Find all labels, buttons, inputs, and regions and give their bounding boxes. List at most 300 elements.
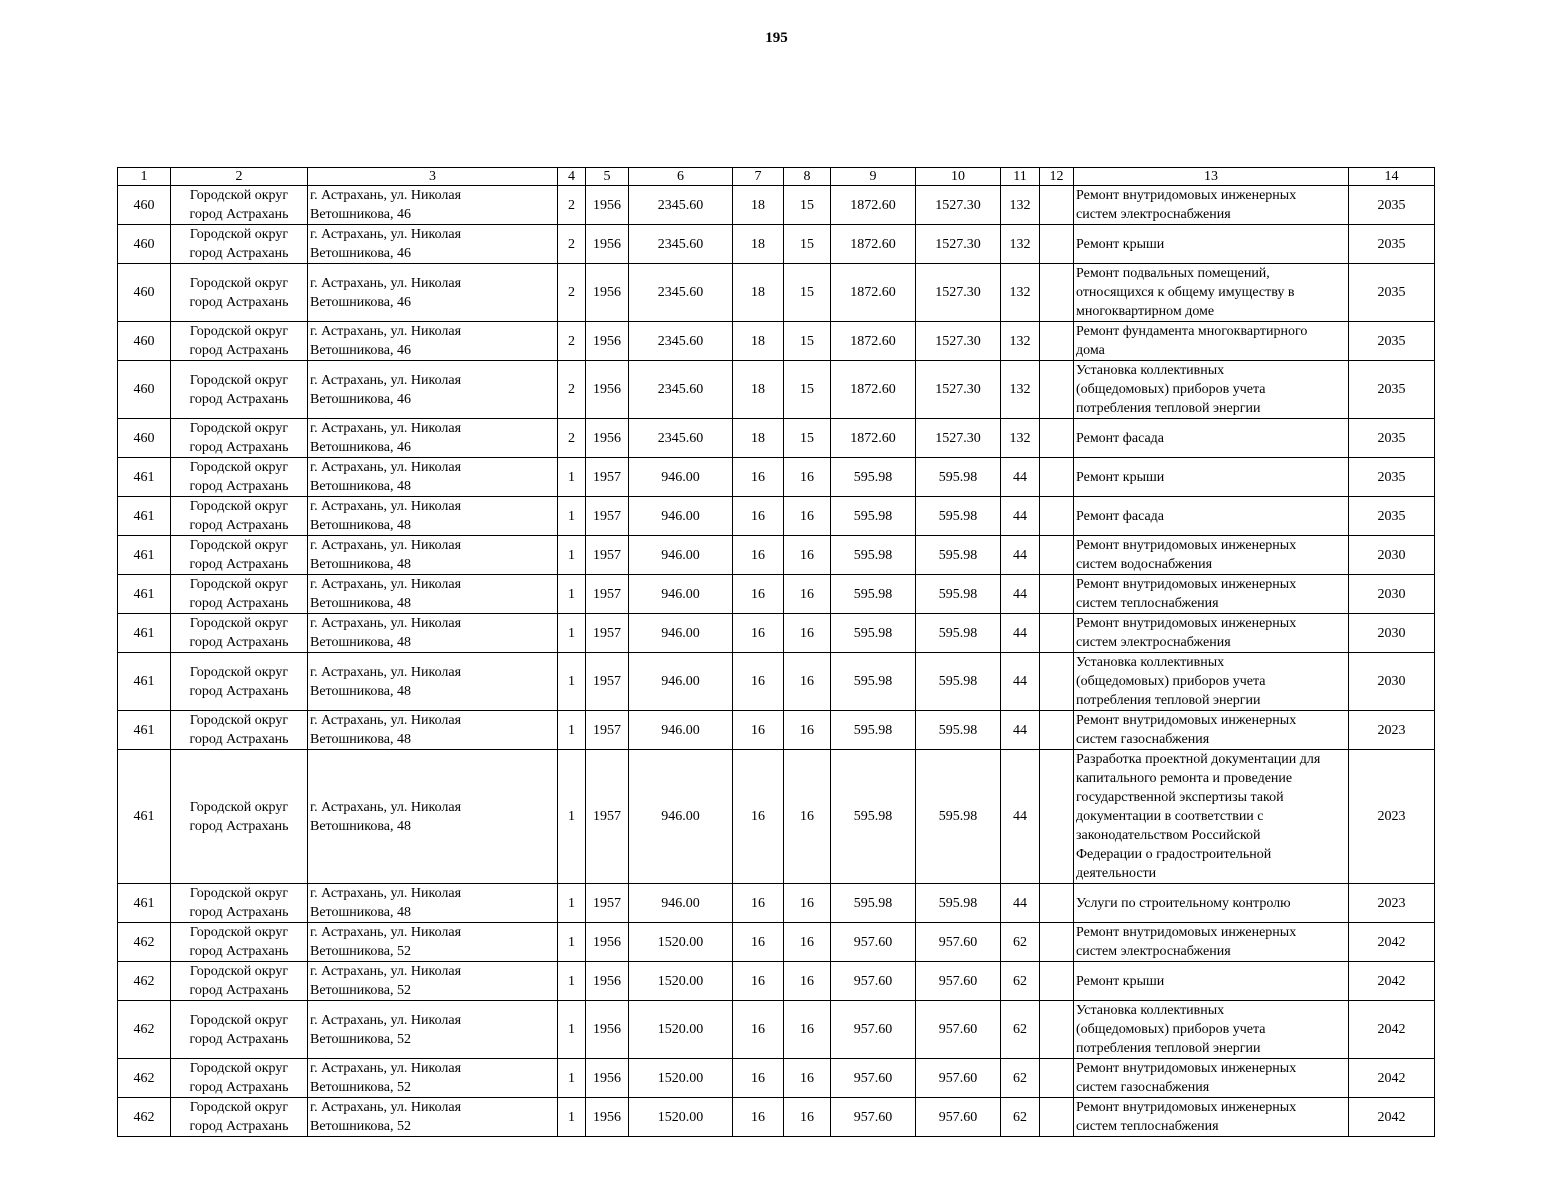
municipality-cell	[171, 497, 308, 536]
col9-cell: 595.98	[831, 575, 916, 614]
col12-cell	[1040, 419, 1074, 458]
col10-cell: 957.60	[916, 1001, 1001, 1059]
col4-cell: 2	[558, 186, 586, 225]
column-number-row	[118, 168, 1435, 186]
col10-cell: 595.98	[916, 614, 1001, 653]
row-number-cell: 461	[118, 575, 171, 614]
col12-cell	[1040, 361, 1074, 419]
col6-cell: 946.00	[629, 536, 733, 575]
col4-cell: 1	[558, 653, 586, 711]
row-number-cell: 460	[118, 186, 171, 225]
column-header: 10	[916, 168, 1001, 186]
col7-cell: 16	[733, 458, 784, 497]
col7-cell: 16	[733, 614, 784, 653]
row-number-cell: 461	[118, 750, 171, 884]
col8-cell: 15	[784, 419, 831, 458]
address-cell-line: г. Астрахань, ул. Николая	[310, 188, 462, 203]
table-row	[118, 884, 1435, 923]
col11-cell: 62	[1001, 1098, 1040, 1137]
address-cell-line: г. Астрахань, ул. Николая	[310, 713, 462, 728]
table-row	[118, 923, 1435, 962]
col12-cell	[1040, 1098, 1074, 1137]
col12-cell	[1040, 497, 1074, 536]
col5-cell: 1957	[586, 536, 629, 575]
municipality-cell-line: город Астрахань	[189, 983, 289, 998]
work-type-cell-line: Ремонт внутридомовых инженерных	[1076, 713, 1297, 728]
col12-cell	[1040, 536, 1074, 575]
municipality-cell	[171, 653, 308, 711]
col8-cell: 16	[784, 962, 831, 1001]
col11-cell: 44	[1001, 536, 1040, 575]
col5-cell: 1956	[586, 1098, 629, 1137]
col6-cell: 2345.60	[629, 419, 733, 458]
col8-cell: 16	[784, 711, 831, 750]
year-cell: 2042	[1349, 1001, 1435, 1059]
table-row	[118, 962, 1435, 1001]
address-cell	[308, 884, 558, 923]
col9-cell: 595.98	[831, 614, 916, 653]
col10-cell: 1527.30	[916, 361, 1001, 419]
municipality-cell	[171, 361, 308, 419]
table-row	[118, 711, 1435, 750]
col5-cell: 1957	[586, 884, 629, 923]
municipality-cell-line: город Астрахань	[189, 479, 289, 494]
col12-cell	[1040, 614, 1074, 653]
col7-cell: 16	[733, 536, 784, 575]
municipality-cell	[171, 186, 308, 225]
address-cell	[308, 536, 558, 575]
col8-cell: 16	[784, 750, 831, 884]
work-type-cell-line: (общедомовых) приборов учета	[1076, 382, 1266, 397]
table-row	[118, 264, 1435, 322]
col12-cell	[1040, 884, 1074, 923]
municipality-cell-line: Городской округ	[189, 1012, 289, 1028]
col7-cell: 16	[733, 750, 784, 884]
municipality-cell-line: Городской округ	[189, 713, 289, 728]
row-number-cell: 460	[118, 225, 171, 264]
table-row	[118, 322, 1435, 361]
column-header: 2	[171, 168, 308, 186]
col5-cell: 1956	[586, 962, 629, 1001]
col11-cell: 62	[1001, 962, 1040, 1001]
column-header: 8	[784, 168, 831, 186]
work-type-cell	[1074, 225, 1349, 264]
col9-cell: 1872.60	[831, 322, 916, 361]
col8-cell: 16	[784, 497, 831, 536]
municipality-cell-line: Городской округ	[189, 227, 289, 242]
work-type-cell	[1074, 575, 1349, 614]
col6-cell: 1520.00	[629, 1001, 733, 1059]
col7-cell: 18	[733, 186, 784, 225]
work-type-cell-line: Установка коллективных	[1076, 363, 1225, 378]
municipality-cell	[171, 884, 308, 923]
col11-cell: 44	[1001, 614, 1040, 653]
col12-cell	[1040, 962, 1074, 1001]
col6-cell: 946.00	[629, 458, 733, 497]
address-cell-line: Ветошникова, 52	[310, 1080, 411, 1095]
col6-cell: 946.00	[629, 614, 733, 653]
page-number: 195	[765, 30, 788, 46]
col11-cell: 44	[1001, 653, 1040, 711]
year-cell: 2035	[1349, 225, 1435, 264]
work-type-cell-line: Ремонт внутридомовых инженерных	[1076, 538, 1297, 553]
col5-cell: 1956	[586, 1001, 629, 1059]
address-cell-line: Ветошникова, 48	[310, 518, 411, 533]
column-header: 1	[118, 168, 171, 186]
work-type-cell-line: законодательством Российской	[1076, 828, 1261, 843]
municipality-cell-line: город Астрахань	[189, 1031, 289, 1047]
col8-cell: 16	[784, 1059, 831, 1098]
work-type-cell	[1074, 1059, 1349, 1098]
table-row	[118, 419, 1435, 458]
col12-cell	[1040, 1001, 1074, 1059]
municipality-cell-line: город Астрахань	[189, 294, 289, 310]
table-row	[118, 575, 1435, 614]
year-cell: 2030	[1349, 575, 1435, 614]
row-number-cell: 462	[118, 923, 171, 962]
col7-cell: 16	[733, 884, 784, 923]
municipality-cell-line: Городской округ	[189, 460, 289, 475]
municipality-cell-line: Городской округ	[189, 324, 289, 339]
col7-cell: 16	[733, 1059, 784, 1098]
col12-cell	[1040, 1059, 1074, 1098]
address-cell-line: г. Астрахань, ул. Николая	[310, 664, 462, 680]
col10-cell: 595.98	[916, 750, 1001, 884]
row-number-cell: 461	[118, 711, 171, 750]
row-number-cell: 461	[118, 614, 171, 653]
col7-cell: 18	[733, 322, 784, 361]
col9-cell: 595.98	[831, 497, 916, 536]
col7-cell: 16	[733, 575, 784, 614]
work-type-cell-line: (общедомовых) приборов учета	[1076, 674, 1266, 689]
col5-cell: 1957	[586, 575, 629, 614]
work-type-cell-line: Разработка проектной документации для	[1076, 752, 1321, 767]
col10-cell: 957.60	[916, 962, 1001, 1001]
col4-cell: 1	[558, 962, 586, 1001]
address-cell-line: Ветошникова, 52	[310, 944, 411, 959]
column-header: 5	[586, 168, 629, 186]
work-type-cell-line: деятельности	[1076, 866, 1157, 881]
col11-cell: 44	[1001, 884, 1040, 923]
col10-cell: 957.60	[916, 1098, 1001, 1137]
municipality-cell-line: Городской округ	[189, 1100, 289, 1115]
year-cell: 2023	[1349, 711, 1435, 750]
municipality-cell	[171, 923, 308, 962]
work-type-cell-line: Ремонт фундамента многоквартирного	[1076, 324, 1308, 339]
column-header: 6	[629, 168, 733, 186]
municipality-cell-line: Городской округ	[189, 577, 289, 592]
col5-cell: 1956	[586, 225, 629, 264]
column-header: 7	[733, 168, 784, 186]
col11-cell: 132	[1001, 361, 1040, 419]
col6-cell: 946.00	[629, 884, 733, 923]
address-cell-line: Ветошникова, 46	[310, 343, 411, 358]
municipality-cell	[171, 264, 308, 322]
col12-cell	[1040, 322, 1074, 361]
col6-cell: 2345.60	[629, 225, 733, 264]
work-type-cell-line: систем газоснабжения	[1076, 732, 1210, 747]
col4-cell: 2	[558, 264, 586, 322]
work-type-cell	[1074, 653, 1349, 711]
address-cell-line: Ветошникова, 48	[310, 905, 411, 920]
address-cell-line: Ветошникова, 48	[310, 635, 411, 650]
work-type-cell-line: систем водоснабжения	[1076, 557, 1213, 572]
address-cell	[308, 1059, 558, 1098]
column-header: 14	[1349, 168, 1435, 186]
col4-cell: 1	[558, 614, 586, 653]
column-header: 11	[1001, 168, 1040, 186]
col12-cell	[1040, 711, 1074, 750]
municipality-cell-line: город Астрахань	[189, 1080, 289, 1095]
table-row	[118, 614, 1435, 653]
col8-cell: 16	[784, 1001, 831, 1059]
municipality-cell-line: Городской округ	[189, 421, 289, 436]
col6-cell: 946.00	[629, 497, 733, 536]
col6-cell: 946.00	[629, 750, 733, 884]
col5-cell: 1957	[586, 711, 629, 750]
col10-cell: 1527.30	[916, 186, 1001, 225]
municipality-cell-line: Городской округ	[189, 275, 289, 291]
municipality-cell	[171, 962, 308, 1001]
municipality-cell-line: город Астрахань	[189, 944, 289, 959]
col7-cell: 18	[733, 419, 784, 458]
col5-cell: 1956	[586, 361, 629, 419]
address-cell	[308, 458, 558, 497]
work-type-cell-line: систем теплоснабжения	[1076, 596, 1219, 611]
address-cell	[308, 962, 558, 1001]
col7-cell: 16	[733, 1001, 784, 1059]
work-type-cell-line: государственной экспертизы такой	[1076, 790, 1284, 805]
col7-cell: 18	[733, 264, 784, 322]
row-number-cell: 460	[118, 361, 171, 419]
col4-cell: 1	[558, 884, 586, 923]
work-type-cell	[1074, 361, 1349, 419]
table-body	[118, 186, 1435, 1137]
year-cell: 2030	[1349, 653, 1435, 711]
address-cell-line: Ветошникова, 48	[310, 479, 411, 494]
col4-cell: 1	[558, 497, 586, 536]
column-header: 13	[1074, 168, 1349, 186]
col10-cell: 957.60	[916, 923, 1001, 962]
address-cell-line: г. Астрахань, ул. Николая	[310, 886, 462, 901]
col4-cell: 1	[558, 1059, 586, 1098]
col11-cell: 62	[1001, 1001, 1040, 1059]
col6-cell: 1520.00	[629, 1059, 733, 1098]
municipality-cell-line: город Астрахань	[189, 905, 289, 920]
address-cell	[308, 614, 558, 653]
work-type-cell	[1074, 497, 1349, 536]
col8-cell: 16	[784, 923, 831, 962]
col4-cell: 1	[558, 536, 586, 575]
col11-cell: 132	[1001, 186, 1040, 225]
col5-cell: 1957	[586, 750, 629, 884]
col9-cell: 595.98	[831, 711, 916, 750]
col4-cell: 1	[558, 458, 586, 497]
col8-cell: 16	[784, 536, 831, 575]
address-cell-line: г. Астрахань, ул. Николая	[310, 925, 462, 940]
work-type-cell-line: потребления тепловой энергии	[1076, 693, 1261, 708]
work-type-cell-line: Установка коллективных	[1076, 655, 1225, 670]
municipality-cell	[171, 225, 308, 264]
municipality-cell-line: город Астрахань	[189, 1119, 289, 1134]
address-cell	[308, 419, 558, 458]
col5-cell: 1957	[586, 497, 629, 536]
municipality-cell-line: Городской округ	[189, 886, 289, 901]
col7-cell: 16	[733, 497, 784, 536]
col5-cell: 1957	[586, 653, 629, 711]
table-row	[118, 1001, 1435, 1059]
col5-cell: 1956	[586, 923, 629, 962]
col11-cell: 44	[1001, 458, 1040, 497]
col9-cell: 595.98	[831, 536, 916, 575]
municipality-cell-line: город Астрахань	[189, 683, 289, 699]
address-cell-line: Ветошникова, 46	[310, 207, 411, 222]
address-cell-line: г. Астрахань, ул. Николая	[310, 1100, 462, 1115]
col4-cell: 1	[558, 575, 586, 614]
address-cell-line: г. Астрахань, ул. Николая	[310, 460, 462, 475]
col8-cell: 15	[784, 322, 831, 361]
col8-cell: 15	[784, 186, 831, 225]
col5-cell: 1956	[586, 1059, 629, 1098]
col12-cell	[1040, 186, 1074, 225]
table-row	[118, 536, 1435, 575]
municipality-cell	[171, 711, 308, 750]
col8-cell: 16	[784, 1098, 831, 1137]
year-cell: 2042	[1349, 1098, 1435, 1137]
work-type-cell	[1074, 458, 1349, 497]
work-type-cell	[1074, 614, 1349, 653]
col12-cell	[1040, 264, 1074, 322]
col4-cell: 1	[558, 1001, 586, 1059]
column-header: 3	[308, 168, 558, 186]
col12-cell	[1040, 458, 1074, 497]
municipality-cell	[171, 322, 308, 361]
col4-cell: 1	[558, 750, 586, 884]
address-cell-line: г. Астрахань, ул. Николая	[310, 372, 462, 388]
row-number-cell: 461	[118, 497, 171, 536]
year-cell: 2035	[1349, 458, 1435, 497]
work-type-cell-line: Установка коллективных	[1076, 1003, 1225, 1018]
table-row	[118, 497, 1435, 536]
municipality-cell	[171, 1059, 308, 1098]
col7-cell: 18	[733, 225, 784, 264]
municipality-cell-line: город Астрахань	[189, 343, 289, 358]
col6-cell: 2345.60	[629, 186, 733, 225]
col10-cell: 1527.30	[916, 225, 1001, 264]
col6-cell: 2345.60	[629, 264, 733, 322]
municipality-cell-line: Городской округ	[189, 1061, 289, 1076]
municipality-cell	[171, 1098, 308, 1137]
municipality-cell-line: Городской округ	[189, 616, 289, 631]
col11-cell: 44	[1001, 575, 1040, 614]
address-cell-line: г. Астрахань, ул. Николая	[310, 227, 462, 242]
col5-cell: 1956	[586, 264, 629, 322]
row-number-cell: 460	[118, 264, 171, 322]
work-type-cell-line: Ремонт внутридомовых инженерных	[1076, 188, 1297, 203]
col9-cell: 1872.60	[831, 419, 916, 458]
municipality-cell-line: Городской округ	[189, 538, 289, 553]
col6-cell: 2345.60	[629, 361, 733, 419]
address-cell-line: Ветошникова, 48	[310, 557, 411, 572]
col12-cell	[1040, 225, 1074, 264]
col4-cell: 2	[558, 225, 586, 264]
col7-cell: 16	[733, 923, 784, 962]
year-cell: 2035	[1349, 186, 1435, 225]
address-cell-line: Ветошникова, 48	[310, 683, 411, 699]
municipality-cell	[171, 614, 308, 653]
col10-cell: 1527.30	[916, 419, 1001, 458]
year-cell: 2030	[1349, 614, 1435, 653]
address-cell	[308, 1001, 558, 1059]
column-header: 9	[831, 168, 916, 186]
col8-cell: 15	[784, 361, 831, 419]
year-cell: 2023	[1349, 884, 1435, 923]
col11-cell: 44	[1001, 711, 1040, 750]
col12-cell	[1040, 923, 1074, 962]
work-type-cell-line: систем теплоснабжения	[1076, 1119, 1219, 1134]
work-type-cell-line: Ремонт крыши	[1076, 973, 1165, 989]
col8-cell: 16	[784, 614, 831, 653]
year-cell: 2035	[1349, 497, 1435, 536]
address-cell-line: Ветошникова, 48	[310, 732, 411, 747]
col10-cell: 595.98	[916, 575, 1001, 614]
col8-cell: 15	[784, 225, 831, 264]
year-cell: 2042	[1349, 1059, 1435, 1098]
municipality-cell-line: Городской округ	[189, 664, 289, 680]
municipality-cell-line: город Астрахань	[189, 246, 289, 261]
municipality-cell-line: город Астрахань	[189, 518, 289, 533]
municipality-cell-line: город Астрахань	[189, 557, 289, 572]
col6-cell: 946.00	[629, 653, 733, 711]
row-number-cell: 461	[118, 536, 171, 575]
col9-cell: 957.60	[831, 962, 916, 1001]
col4-cell: 2	[558, 361, 586, 419]
col11-cell: 44	[1001, 750, 1040, 884]
work-type-cell	[1074, 711, 1349, 750]
table-row	[118, 225, 1435, 264]
col9-cell: 1872.60	[831, 264, 916, 322]
work-type-cell	[1074, 750, 1349, 884]
col11-cell: 44	[1001, 497, 1040, 536]
work-type-cell	[1074, 186, 1349, 225]
col4-cell: 1	[558, 1098, 586, 1137]
municipality-cell	[171, 1001, 308, 1059]
col10-cell: 1527.30	[916, 264, 1001, 322]
work-type-cell-line: дома	[1076, 343, 1105, 358]
year-cell: 2035	[1349, 361, 1435, 419]
work-type-cell	[1074, 264, 1349, 322]
work-type-cell-line: Ремонт внутридомовых инженерных	[1076, 577, 1297, 592]
capital-repair-table	[117, 167, 1435, 1137]
address-cell	[308, 497, 558, 536]
municipality-cell-line: город Астрахань	[189, 596, 289, 611]
table-row	[118, 458, 1435, 497]
work-type-cell-line: Ремонт фасада	[1076, 430, 1165, 446]
col8-cell: 15	[784, 264, 831, 322]
municipality-cell	[171, 536, 308, 575]
col10-cell: 957.60	[916, 1059, 1001, 1098]
col7-cell: 16	[733, 962, 784, 1001]
address-cell-line: г. Астрахань, ул. Николая	[310, 964, 462, 979]
col6-cell: 1520.00	[629, 962, 733, 1001]
col9-cell: 595.98	[831, 458, 916, 497]
col9-cell: 595.98	[831, 750, 916, 884]
table-row	[118, 653, 1435, 711]
work-type-cell	[1074, 1098, 1349, 1137]
address-cell	[308, 575, 558, 614]
col7-cell: 16	[733, 1098, 784, 1137]
address-cell-line: г. Астрахань, ул. Николая	[310, 1012, 462, 1028]
